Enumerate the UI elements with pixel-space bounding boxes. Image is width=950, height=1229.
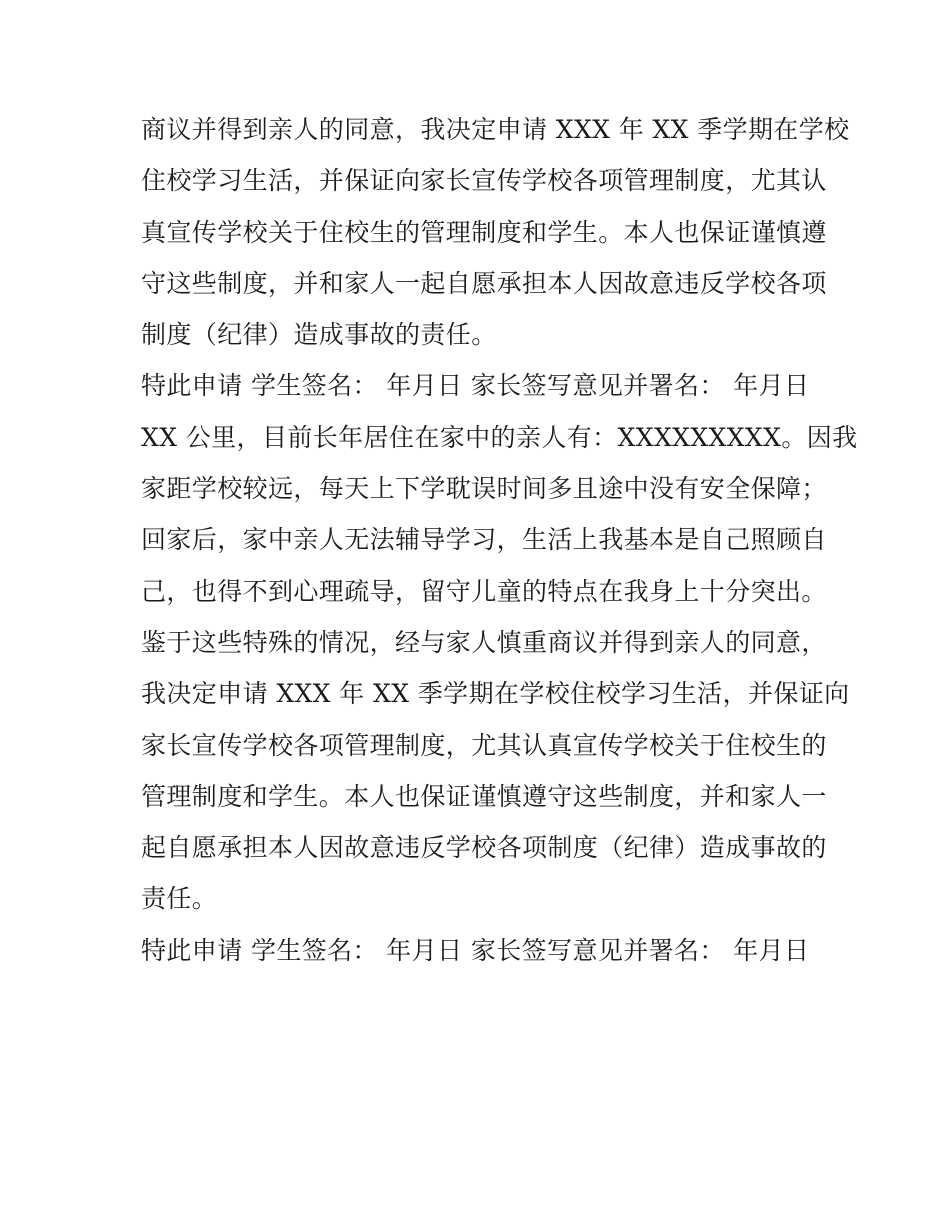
paragraph-line: XX 公里，目前长年居住在家中的亲人有：XXXXXXXXX。因我 — [141, 422, 858, 452]
paragraph-line: 守这些制度，并和家人一起自愿承担本人因故意违反学校各项 — [141, 268, 827, 298]
document-body — [141, 110, 858, 982]
paragraph-line: 真宣传学校关于住校生的管理制度和学生。本人也保证谨慎遵 — [141, 217, 827, 247]
paragraph-line: 管理制度和学生。本人也保证谨慎遵守这些制度，并和家人一 — [141, 781, 827, 811]
signature-line: 特此申请 学生签名： 年月日 家长签写意见并署名： 年月日 — [141, 935, 810, 965]
paragraph-line: 家距学校较远，每天上下学耽误时间多且途中没有安全保障； — [141, 474, 827, 504]
paragraph-line: 住校学习生活，并保证向家长宣传学校各项管理制度，尤其认 — [141, 166, 827, 196]
paragraph-line: 制度（纪律）造成事故的责任。 — [141, 320, 497, 350]
paragraph-line: 己，也得不到心理疏导，留守儿童的特点在我身上十分突出。 — [141, 576, 827, 606]
paragraph-line: 起自愿承担本人因故意违反学校各项制度（纪律）造成事故的 — [141, 833, 827, 863]
paragraph-line: 家长宣传学校各项管理制度，尤其认真宣传学校关于住校生的 — [141, 730, 827, 760]
paragraph-line: 商议并得到亲人的同意，我决定申请 XXX 年 XX 季学期在学校 — [141, 115, 850, 144]
signature-line: 特此申请 学生签名： 年月日 家长签写意见并署名： 年月日 — [141, 371, 810, 401]
paragraph-line: 回家后，家中亲人无法辅导学习，生活上我基本是自己照顾自 — [141, 525, 827, 555]
paragraph-line: 鉴于这些特殊的情况，经与家人慎重商议并得到亲人的同意， — [141, 627, 827, 657]
paragraph-line: 责任。 — [141, 884, 218, 914]
paragraph-line: 我决定申请 XXX 年 XX 季学期在学校住校学习生活，并保证向 — [141, 679, 850, 709]
